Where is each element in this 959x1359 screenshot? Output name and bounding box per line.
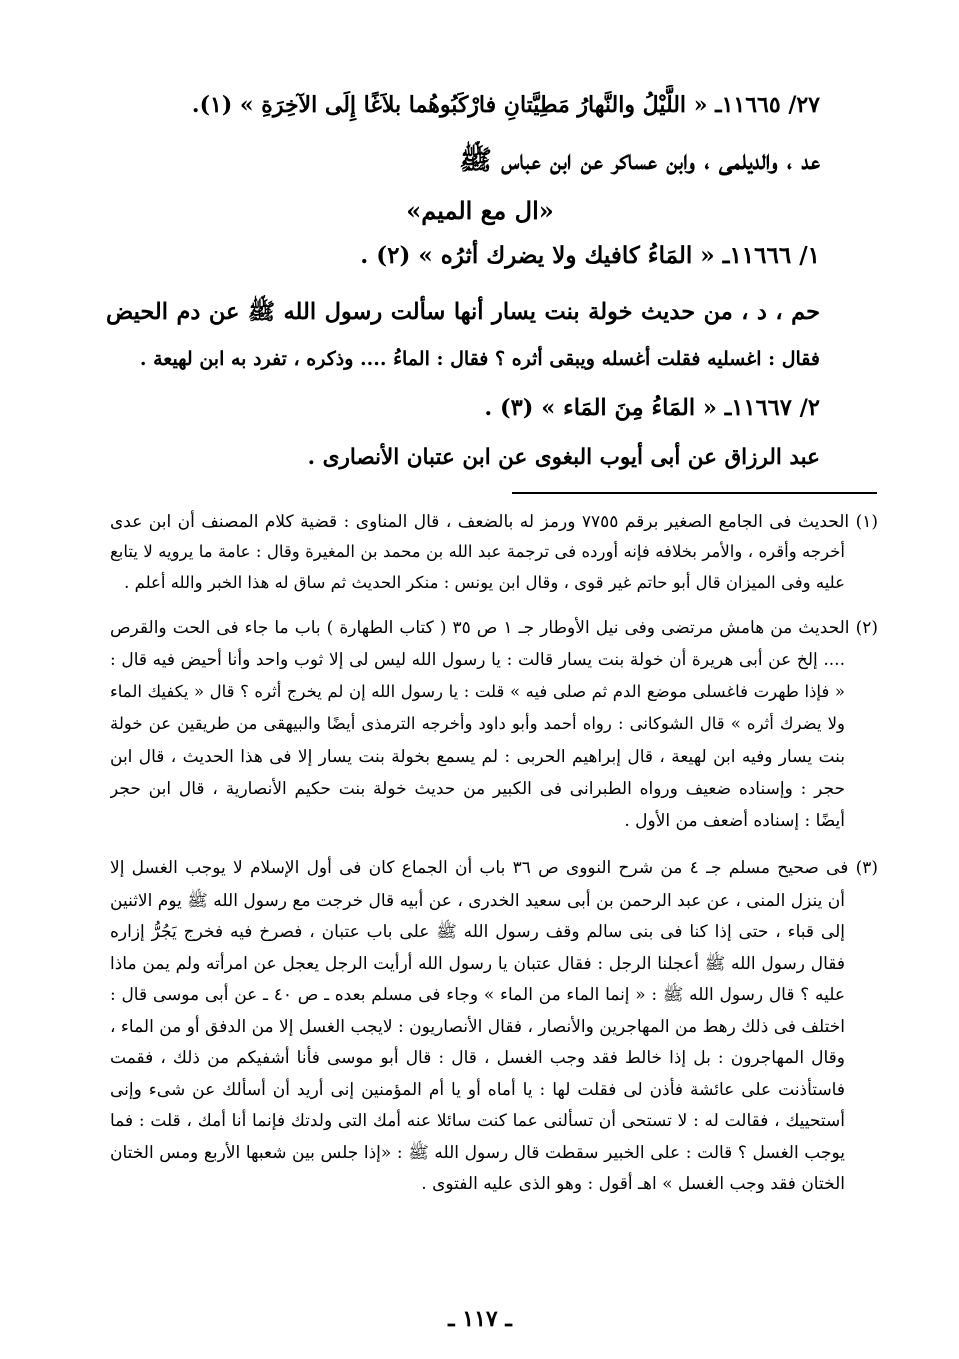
- footnote-2-line: « فإذا طهرت فاغسلى موضع الدم ثم صلى فيه » قلت : يا رسول الله إن لم يخرج أثره ؟ قال « يكفيك الماء: [110, 682, 845, 701]
- footnote-2-line: ولا يضرك أثره » قال الشوكانى : رواه أحمد وأبو داود وأخرجه الترمذى أيضًا والبيهقى من طريقين عن خولة: [110, 714, 845, 733]
- footnote-3-line: (٣) فى صحيح مسلم جـ ٤ من شرح النووى ص ٣٦ باب أن الجماع كان فى أول الإسلام لا يوجب الغسل إلا: [110, 858, 878, 878]
- footnote-3-line: يوجب الغسل ؟ قالت : على الخبير سقطت قال رسول الله ﷺ : «إذا جلس بين شعبها الأربع ومس الختان: [110, 1143, 845, 1163]
- footnote-3-line: فاستأذنت على عائشة فأذن لى فقلت لها : يا أماه أو يا أم المؤمنين إنى أريد أن أسألك عن شىء وإنى: [110, 1080, 845, 1100]
- footnote-3-line: إلى قباء ، حتى إذا كنا فى بنى سالم وقف رسول الله ﷺ على باب عتبان ، فصرخ فيه فخرج يَجُرُّ إزاره: [110, 922, 845, 942]
- footnote-1-line: عليه وفى الميزان قال أبو حاتم غير قوى ، وقال ابن يونس : منكر الحديث ثم ساق له هذا الخبر والله أعلم .: [124, 573, 845, 592]
- hadith-2-source: عبد الرزاق عن أبى أيوب البغوى عن ابن عتبان الأنصارى .: [307, 445, 820, 470]
- footnote-2-line: (٢) الحديث من هامش مرتضى وفى نيل الأوطار جـ ١ ص ٣٥ ( كتاب الطهارة ) باب ما جاء فى الحت والقرص: [110, 618, 878, 638]
- hadith-1-source-line-2: فقال : اغسليه فقلت أغسله ويبقى أثره ؟ فقال : الماءُ .... وذكره ، تفرد به ابن لهيعة .: [139, 348, 820, 370]
- section-heading: «ال مع الميم»: [406, 196, 554, 225]
- hadith-27: ٢٧/ ١١٦٦٥ـ « اللَّيْلُ والنَّهارُ مَطِيَّتانِ فارْكَبُوهُما بلاَغًا إِلَى الآخِرَةِ » (١).: [191, 92, 820, 118]
- page-number: ـ ١١٧ ـ: [448, 1306, 512, 1332]
- footnote-separator: [512, 492, 877, 494]
- hadith-27-source: عد ، والديلمى ، وابن عساكر عن ابن عباس ﷺ: [459, 145, 820, 176]
- footnote-2-line: حجر : وإسناده ضعيف ورواه الطبرانى فى الكبير من حديث خولة بنت حكيم الأنصارية ، قال ابن حجر: [110, 779, 845, 799]
- footnote-2-line: بنت يسار وفيه ابن لهيعة ، قال إبراهيم الحربى : لم يسمع بخولة بنت يسار إلا فى هذا الحديث ، قال ابن: [110, 747, 845, 767]
- footnote-1-line: أخرجه وأقره ، والأمر بخلافه فإنه أورده فى ترجمة عبد الله بن محمد بن المغيرة وقال : عامة ما يرويه لا يتابع: [110, 542, 845, 561]
- footnote-3-line: أن ينزل المنى ، عن عبد الرحمن بن أبى سعيد الخدرى ، عن أبيه قال خرجت مع رسول الله ﷺ يوم الاثنين: [110, 891, 845, 911]
- footnote-1-line: (١) الحديث فى الجامع الصغير برقم ٧٧٥٥ ورمز له بالضعف ، قال المناوى : قضية كلام المصنف أن ابن عدى: [110, 512, 878, 532]
- footnote-2-line: أيضًا : إسناده أضعف من الأول .: [624, 811, 845, 831]
- hadith-1-source-line-1: حم ، د ، من حديث خولة بنت يسار أنها سألت رسول الله ﷺ عن دم الحيض: [106, 299, 820, 325]
- footnote-3-line: عليه ؟ قال رسول الله ﷺ : « إنما الماء من الماء » وجاء فى مسلم بعده ـ ص ٤٠ ـ عن أبى موسى قال :: [110, 985, 845, 1005]
- footnote-3-line: اختلف فى ذلك رهط من المهاجرين والأنصار ، فقال الأنصاريون : لايجب الغسل إلا من الدفق أو من الماء ،: [110, 1017, 845, 1037]
- footnote-2-line: .... إلخ عن أبى هريرة أن خولة بنت يسار قالت : يا رسول الله ليس لى إلا ثوب واحد وأنا أحيض فيه قال :: [110, 650, 845, 670]
- footnote-3-line: الختان فقد وجب الغسل » اهـ أقول : وهو الذى عليه الفتوى .: [421, 1174, 845, 1194]
- footnote-3-line: فقال رسول الله ﷺ أعجلنا الرجل : فقال عتبان يا رسول الله أرأيت الرجل يعجل عن امرأته ولم يمن ماذا: [110, 954, 845, 974]
- hadith-1: ١/ ١١٦٦٦ـ « المَاءُ كافيك ولا يضرك أثرُه » (٢) .: [360, 242, 820, 269]
- hadith-2: ٢/ ١١٦٦٧ـ « المَاءُ مِنَ المَاء » (٣) .: [484, 395, 820, 421]
- footnote-3-line: أستحييك ، فقالت له : لا تستحى أن تسألنى عما كنت سائلا عنه أمك التى ولدتك فإنما أنا أمك ، قلت : فما: [110, 1111, 845, 1131]
- footnote-3-line: وقال المهاجرون : بل إذا خالط فقد وجب الغسل ، قال : قال أبو موسى فأنا أشفيكم من ذلك ، فقمت: [110, 1048, 845, 1068]
